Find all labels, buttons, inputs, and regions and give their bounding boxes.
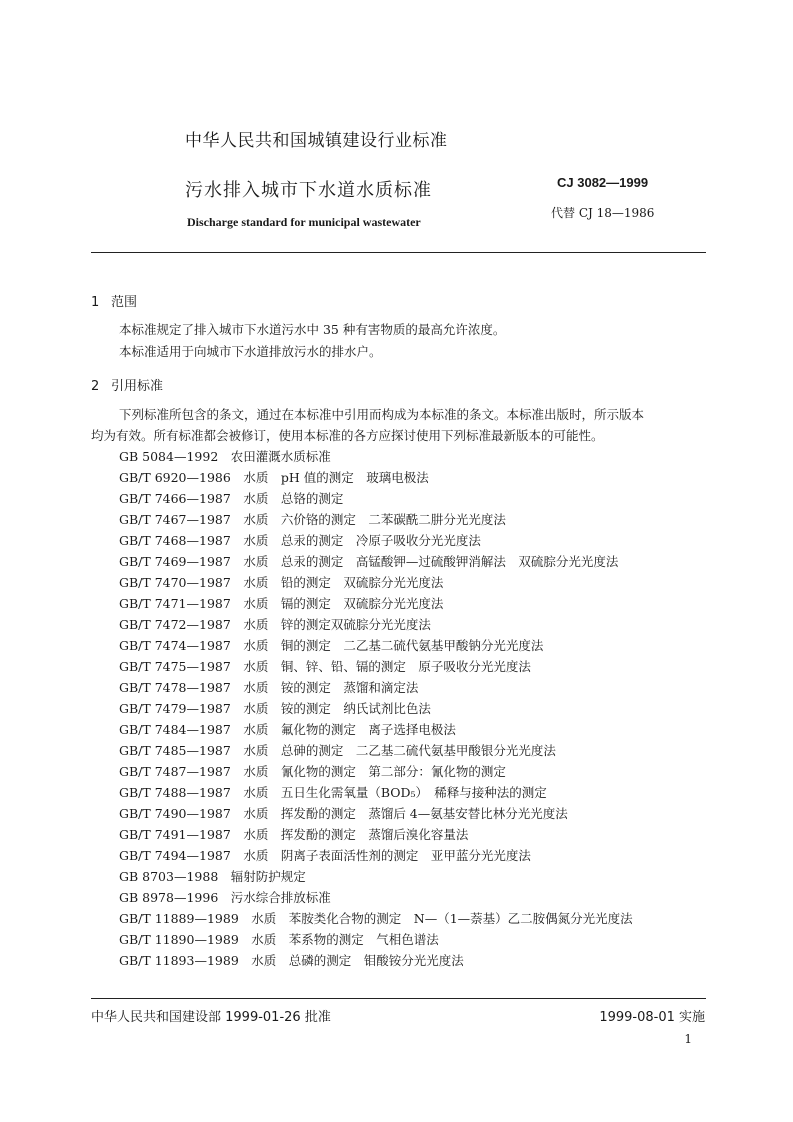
list-item: GB/T 7490—1987 水质 挥发酚的测定 蒸馏后 4—氨基安替比林分光光度法 xyxy=(119,806,568,821)
list-item: GB/T 6920—1986 水质 pH 值的测定 玻璃电极法 xyxy=(119,470,429,485)
section-2-heading xyxy=(91,375,163,394)
footer-divider xyxy=(91,998,706,999)
list-item: GB/T 7487—1987 水质 氰化物的测定 第二部分：氰化物的测定 xyxy=(119,764,506,779)
list-item: GB/T 7484—1987 水质 氟化物的测定 离子选择电极法 xyxy=(119,722,456,737)
section-title: 引用标准 xyxy=(111,379,164,394)
list-item: GB/T 7494—1987 水质 阴离子表面活性剂的测定 亚甲蓝分光光度法 xyxy=(119,848,531,863)
section-2-intro-line-1: 下列标准所包含的条文，通过在本标准中引用而构成为本标准的条文。本标准出版时，所示版本 xyxy=(119,407,645,422)
approval-note: 中华人民共和国建设部 1999-01-26 批准 xyxy=(91,1010,331,1025)
list-item: GB/T 7488—1987 水质 五日生化需氧量（BOD₅） 稀释与接种法的测定 xyxy=(119,785,547,800)
list-item: GB/T 11890—1989 水质 苯系物的测定 气相色谱法 xyxy=(119,932,439,947)
section-1-paragraph-1: 本标准规定了排入城市下水道污水中 35 种有害物质的最高允许浓度。 xyxy=(119,322,506,337)
list-item: GB/T 7478—1987 水质 铵的测定 蒸馏和滴定法 xyxy=(119,680,419,695)
section-1-paragraph-2: 本标准适用于向城市下水道排放污水的排水户。 xyxy=(119,344,382,359)
list-item: GB/T 7469—1987 水质 总汞的测定 高锰酸钾—过硫酸钾消解法 双硫腙分光光度法 xyxy=(119,554,619,569)
reference-list xyxy=(119,446,633,971)
section-number: 2 xyxy=(91,379,100,394)
list-item: GB 8703—1988 辐射防护规定 xyxy=(119,869,306,884)
list-item: GB 8978—1996 污水综合排放标准 xyxy=(119,890,331,905)
list-item: GB/T 7470—1987 水质 铅的测定 双硫腙分光光度法 xyxy=(119,575,444,590)
list-item: GB/T 7468—1987 水质 总汞的测定 冷原子吸收分光光度法 xyxy=(119,533,481,548)
list-item: GB/T 7466—1987 水质 总铬的测定 xyxy=(119,491,344,506)
list-item: GB 5084—1992 农田灌溉水质标准 xyxy=(119,449,331,464)
section-1-heading xyxy=(91,291,137,310)
list-item: GB/T 7474—1987 水质 铜的测定 二乙基二硫代氨基甲酸钠分光光度法 xyxy=(119,638,544,653)
section-number: 1 xyxy=(91,295,100,310)
standard-code: CJ 3082—1999 xyxy=(557,175,649,190)
list-item: GB/T 11893—1989 水质 总磷的测定 钼酸铵分光光度法 xyxy=(119,953,464,968)
section-2-intro-line-2: 均为有效。所有标准都会被修订，使用本标准的各方应探讨使用下列标准最新版本的可能性。 xyxy=(91,428,604,443)
list-item: GB/T 7479—1987 水质 铵的测定 纳氏试剂比色法 xyxy=(119,701,431,716)
list-item: GB/T 7467—1987 水质 六价铬的测定 二苯碳酰二肼分光光度法 xyxy=(119,512,506,527)
header-divider xyxy=(91,252,706,253)
standard-category: 中华人民共和国城镇建设行业标准 xyxy=(185,131,448,151)
page-number: 1 xyxy=(684,1032,692,1046)
document-title: 污水排入城市下水道水质标准 xyxy=(185,180,432,201)
list-item: GB/T 7491—1987 水质 挥发酚的测定 蒸馏后溴化容量法 xyxy=(119,827,469,842)
list-item: GB/T 7475—1987 水质 铜、锌、铅、镉的测定 原子吸收分光光度法 xyxy=(119,659,531,674)
replaces-standard: 代替 CJ 18—1986 xyxy=(551,206,655,220)
document-title-english: Discharge standard for municipal wastewater xyxy=(187,215,421,229)
list-item: GB/T 7485—1987 水质 总砷的测定 二乙基二硫代氨基甲酸银分光光度法 xyxy=(119,743,556,758)
section-title: 范围 xyxy=(111,295,138,310)
list-item: GB/T 11889—1989 水质 苯胺类化合物的测定 N—（1—萘基）乙二胺偶氮分光光度法 xyxy=(119,911,633,926)
list-item: GB/T 7471—1987 水质 镉的测定 双硫腙分光光度法 xyxy=(119,596,444,611)
implementation-date: 1999-08-01 实施 xyxy=(599,1010,705,1025)
list-item: GB/T 7472—1987 水质 锌的测定双硫腙分光光度法 xyxy=(119,617,431,632)
